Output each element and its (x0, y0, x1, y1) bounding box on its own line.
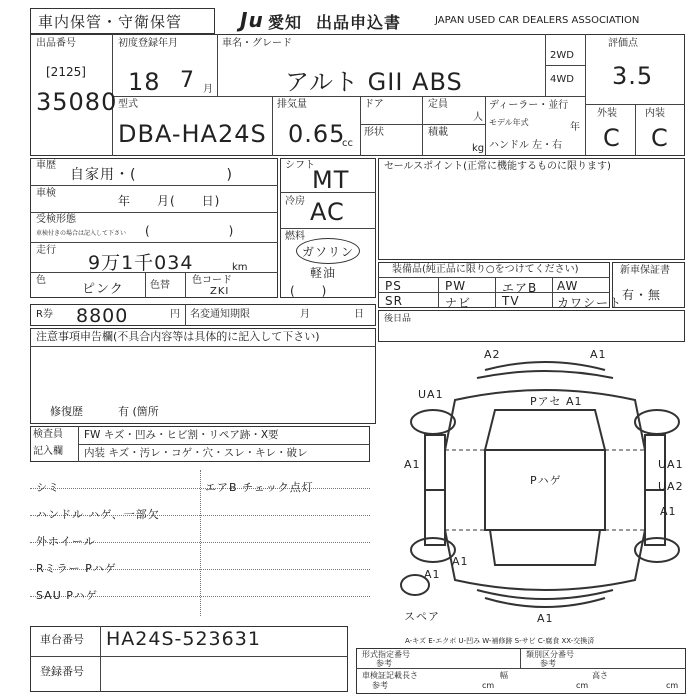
damage-label: スペア (404, 610, 440, 623)
damage-label: A1 (404, 458, 421, 471)
color-change-label: 色替 (150, 280, 170, 291)
lot-number: 35080 (36, 88, 118, 116)
fuel-diesel: 軽油 (310, 266, 337, 280)
warranty-value: 有・無 (622, 288, 662, 302)
org-name: 愛知 (268, 13, 303, 32)
color-code-label: 色コード (192, 275, 232, 286)
model-label: 型式 (118, 99, 138, 110)
damage-label: A1 (660, 505, 677, 518)
color-label: 色 (36, 275, 46, 286)
capacity-unit: 人 (473, 112, 483, 123)
registration-label: 登録番号 (40, 665, 84, 678)
inspector-entry-right: エアB チェック点灯 (205, 481, 314, 494)
inspection-label: 車検 (36, 188, 56, 199)
lot-sub: [2125] (46, 65, 86, 79)
int-label: 内装 (645, 108, 665, 119)
mileage-value: 9万1千034 (88, 252, 194, 274)
chassis-value: HA24S-523631 (106, 628, 261, 650)
fuel-other: ( ) (290, 284, 328, 298)
sales-box (378, 158, 685, 260)
damage-label: UA2 (658, 480, 684, 493)
equipment-item-7: カワシート (557, 296, 623, 310)
damage-label: Pアセ A1 (530, 395, 583, 408)
repair-value: 有 (箇所 (118, 405, 159, 418)
inspection-value: 年 月( 日) (118, 194, 221, 208)
score-value: 3.5 (612, 62, 654, 90)
assoc-name: JAPAN USED CAR DEALERS ASSOCIATION (435, 15, 640, 26)
storage-title: 車内保管・守衛保管 (38, 13, 183, 31)
damage-legend: A-キズ E-エクボ U-凹み W-補修跡 S-サビ C-腐食 XX-交換済 (405, 637, 595, 645)
inspector-row-1: FW キズ・凹み・ヒビ割・リペア跡・X要 (84, 429, 279, 441)
reg-month: 7 (180, 68, 195, 93)
damage-label: A1 (424, 568, 441, 581)
inspector-label-2: 記入欄 (33, 446, 63, 457)
handle-label: ハンドル 左・右 (489, 140, 563, 151)
notice-day: 日 (354, 309, 364, 320)
ref-1: 参考 (376, 659, 392, 668)
inspector-entry: ハンドル ハゲ、一部欠 (36, 508, 160, 521)
cm-2: cm (576, 681, 589, 690)
color-value: ピンク (82, 282, 124, 297)
history-value: 自家用・( ) (70, 167, 233, 183)
equipment-item-0: PS (385, 279, 402, 293)
lot-label: 出品番号 (36, 38, 76, 49)
inspector-label-1: 検査員 (33, 429, 63, 440)
width-label: 幅 (500, 671, 508, 680)
inspector-entry: SAU Pハゲ (36, 589, 98, 602)
capacity-label: 定員 (428, 99, 448, 110)
cm-1: cm (482, 681, 495, 690)
equipment-item-4: SR (385, 294, 403, 308)
disp-label: 排気量 (277, 99, 307, 110)
history-label: 車歴 (36, 160, 56, 171)
inspector-entry: 外ホイール (36, 535, 96, 548)
storage-label: 後日品 (384, 314, 412, 324)
recycle-value: 8800 (76, 305, 129, 327)
form-number-label: 形式指定番号 (362, 650, 410, 659)
score-label: 評価点 (608, 38, 638, 49)
receipt-value: ( ) (145, 224, 235, 238)
reg-label: 初度登録年月 (118, 38, 178, 49)
inspector-entry: シミ (36, 481, 60, 494)
ref-3: 参考 (372, 681, 388, 690)
notice-label: 名変通知期限 (190, 309, 250, 320)
fuel-gas: ガソリン (302, 245, 355, 259)
drive-2wd: 2WD (550, 50, 574, 61)
door-label: ドア (364, 99, 384, 110)
model-value: DBA-HA24S (118, 120, 267, 148)
receipt-label: 受検形態 (36, 214, 76, 225)
shift-value: MT (312, 166, 350, 194)
year-unit: 年 (570, 122, 580, 133)
storage-box (378, 310, 685, 342)
damage-label: UA1 (658, 458, 684, 471)
equipment-item-2: エアB (502, 281, 538, 295)
recycle-unit: 円 (170, 309, 180, 320)
equipment-item-5: ナビ (445, 296, 472, 310)
damage-label: A2 (484, 348, 501, 361)
name-label: 車名・グレード (222, 38, 292, 49)
damage-label: A1 (537, 612, 554, 625)
disp-unit: cc (342, 138, 353, 149)
damage-label: Pハゲ (530, 474, 562, 487)
length-label: 長さ (402, 671, 418, 680)
model-year-label: モデル年式 (489, 118, 529, 127)
name-value: アルト GII ABS (285, 68, 463, 96)
reg-month-unit: 月 (203, 84, 213, 95)
ac-label: 冷房 (285, 196, 305, 207)
ext-grade: C (603, 124, 621, 152)
chassis-label: 車台番号 (40, 633, 84, 646)
reg-year: 18 (128, 68, 161, 96)
ju-logo: Ju (240, 8, 264, 32)
fuel-label: 燃料 (285, 231, 305, 242)
color-code: ZKI (210, 286, 230, 297)
mileage-label: 走行 (36, 245, 56, 256)
shape-label: 形状 (364, 127, 384, 138)
ref-2: 参考 (540, 659, 556, 668)
cert-label: 車検証記載 (362, 671, 402, 680)
load-unit: kg (472, 143, 485, 154)
cm-3: cm (666, 681, 679, 690)
int-grade: C (651, 124, 669, 152)
equipment-item-6: TV (502, 294, 520, 308)
inspector-row-2: 内装 キズ・汚レ・コゲ・穴・スレ・キレ・破レ (84, 447, 308, 459)
shift-label: シフト (285, 160, 315, 171)
ac-value: AC (310, 198, 345, 226)
inspector-entry: Rミラー Pハゲ (36, 562, 117, 575)
equipment-item-3: AW (557, 279, 579, 293)
load-label: 積載 (428, 127, 448, 138)
damage-label: A1 (590, 348, 607, 361)
height-label: 高さ (592, 671, 608, 680)
repair-label: 修復歴 (50, 405, 83, 418)
notes-label: 注意事項申告欄(不具合内容等は具体的に記入して下さい) (36, 330, 320, 343)
mileage-unit: km (232, 262, 248, 273)
disp-value: 0.65 (288, 120, 346, 148)
class-number-label: 類別区分番号 (526, 650, 574, 659)
warranty-label: 新車保証書 (620, 265, 670, 276)
sales-label: セールスポイント(正常に機能するものに限ります) (384, 161, 611, 172)
receipt-sub: 車検付きの場合は記入して下さい (36, 230, 127, 237)
equipment-item-1: PW (445, 279, 467, 293)
ext-label: 外装 (597, 108, 617, 119)
form-title: 出品申込書 (316, 13, 402, 32)
damage-label: A1 (452, 555, 469, 568)
damage-label: UA1 (418, 388, 444, 401)
dealer-label: ディーラー・並行 (489, 100, 569, 111)
drive-4wd: 4WD (550, 74, 574, 85)
recycle-label: R券 (36, 309, 53, 320)
equipment-label: 装備品(純正品に限り○をつけてください) (392, 264, 579, 275)
notice-month: 月 (300, 309, 310, 320)
